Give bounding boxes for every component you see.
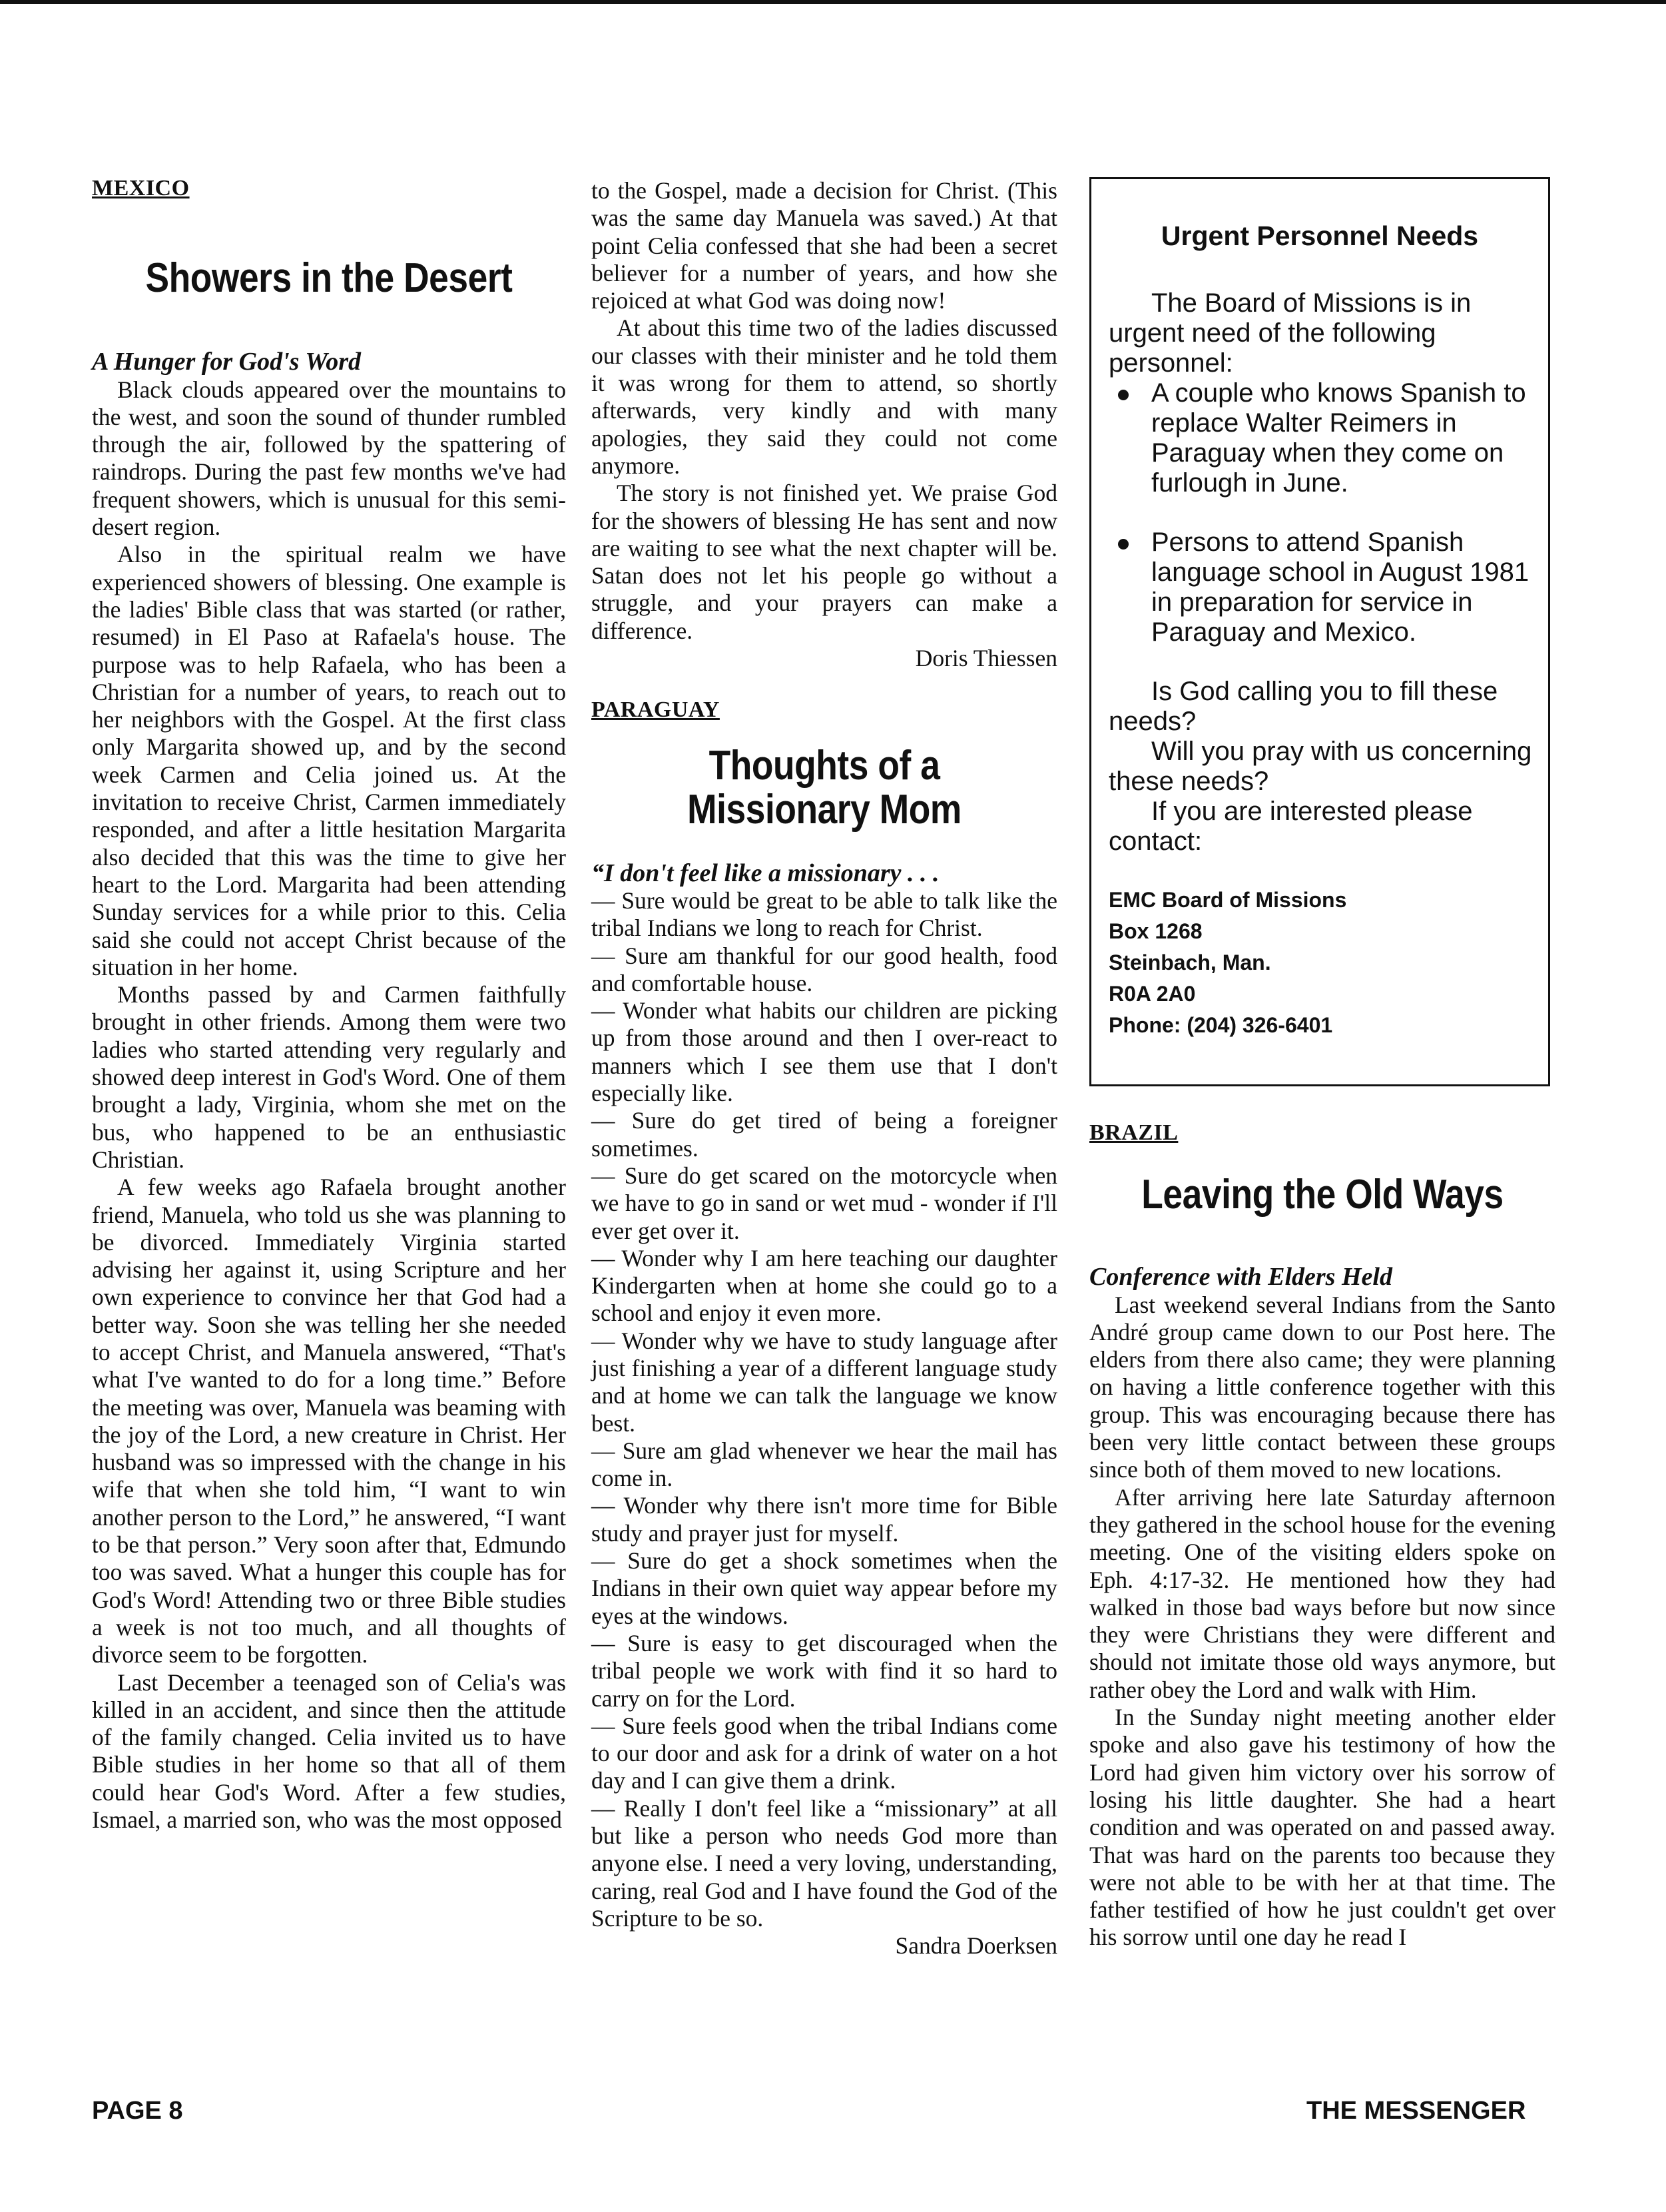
headline-thoughts-of-a-missionary-mom — [624, 744, 1025, 832]
headline-showers-in-the-desert: Showers in the Desert — [145, 255, 513, 302]
article-paragraph: A few weeks ago Rafaela brought another friend, Manuela, who told us she was planning to be divorced. Immediately Virginia started advising her against it, using Scripture and her own experience to convince her that God had a better way. Soon she was telling her she needed to accept Christ, and Manuela answered, “That's what I've wanted to do for a long time.” Before the meeting was over, Manuela was beaming with the joy of the Lord, a new creature in Christ. Her husband was so impressed with the change in his wife that when she told him, “I want to win another person to the Lord,” he answered, “I want to be that person.” Very soon after that, Edmundo too was saved. What a hunger this couple has for God's Word! Attending two or three Bible studies a week is not too much, and all thoughts of divorce seem to be forgotten. — [92, 1174, 566, 1668]
contact-address — [1109, 885, 1533, 1041]
list-item: — Sure would be great to be able to talk like the tribal Indians we long to reach for Christ. — [591, 887, 1057, 942]
contact-phone: Phone: (204) 326-6401 — [1109, 1013, 1333, 1037]
article-paragraph: Black clouds appeared over the mountains to the west, and soon the sound of thunder rumbled through the air, followed by the spattering of raindrops. During the past few months we've had frequent showers, which is unusual for this semi-desert region. — [92, 376, 566, 541]
headline-line-1: Thoughts of a — [708, 742, 940, 789]
list-item: — Sure do get a shock sometimes when the Indians in their own quiet way appear before my eyes at the windows. — [591, 1547, 1057, 1629]
article-paragraph: After arriving here late Saturday afternoon they gathered in the school house for the evening meeting. One of the visiting elders spoke on Eph. 4:17-32. He mentioned how they had walked in those bad ways before but now since they were Christians they were different and should not imitate those old ways anymore, but rather obey the Lord and walk with Him. — [1089, 1483, 1555, 1703]
article-paragraph: At about this time two of the ladies discussed our classes with their minister and he told them it was wrong for them to attend, so shortly afterwards, very kindly and with many apologies, they said they could not come anymore. — [591, 314, 1057, 479]
region-label-paraguay: PARAGUAY — [591, 697, 720, 723]
subhead-dont-feel-like-missionary: “I don't feel like a missionary . . . — [591, 859, 940, 887]
list-item: — Wonder why there isn't more time for Bible study and prayer just for myself. — [591, 1492, 1057, 1547]
list-item: — Sure am thankful for our good health, food and comfortable house. — [591, 942, 1057, 996]
box-title: Urgent Personnel Needs — [1161, 220, 1479, 251]
column-2 — [591, 177, 1057, 1960]
article-paragraph: Last weekend several Indians from the Santo André group came down to our Post here. The elders from there also came; they were planning on having a little conference together with this group. This was encouraging because there has been very little contact between these groups since both of them moved to new locations. — [1089, 1291, 1555, 1483]
contact-city: Steinbach, Man. — [1109, 950, 1271, 974]
region-label-mexico: MEXICO — [92, 176, 190, 200]
headline-line-2: Missionary Mom — [687, 786, 962, 833]
article-paragraph: Also in the spiritual realm we have experienced showers of blessing. One example is the ladies' Bible class that was started (or rather, resumed) in El Paso at Rafaela's house. The purpose was to help Rafaela, who has been a Christian for a number of years, to reach out to her neighbors with the Gospel. At the first class only Margarita showed up, and by the second week Carmen and Celia joined us. At the invitation to receive Christ, Carmen immediately responded, and after a little hesitation Margarita also decided that this was the time to give her heart to the Lord. Margarita had been attending Sunday services for a while prior to this. Celia said she could not accept Christ because of the situation in her home. — [92, 541, 566, 980]
list-item: — Sure am glad whenever we hear the mail has come in. — [591, 1437, 1057, 1492]
article-paragraph: Last December a teenaged son of Celia's was killed in an accident, and since then the attitude of the family changed. Celia invited us to have Bible studies in her home so that all of them could hear God's Word. After a few studies, Ismael, a married son, who was the most opposed — [92, 1668, 566, 1834]
contact-box: Box 1268 — [1109, 919, 1203, 943]
urgent-personnel-needs-box — [1089, 177, 1550, 1086]
column-3 — [1089, 1119, 1555, 1952]
bullet-item — [1109, 528, 1533, 647]
author-signature: Doris Thiessen — [915, 645, 1057, 672]
article-paragraph: The story is not finished yet. We praise God for the showers of blessing He has sent and now are waiting to see what the next chapter will be. Satan does not let his people go without a struggle, and your prayers can make a difference. — [591, 480, 1057, 644]
headline-leaving-the-old-ways: Leaving the Old Ways — [1141, 1172, 1504, 1218]
bullet-text: A couple who knows Spanish to replace Walter Reimers in Paraguay when they come on furlough in June. — [1151, 378, 1526, 498]
subhead-hunger-for-gods-word: A Hunger for God's Word — [92, 348, 362, 376]
list-item: — Really I don't feel like a “missionary” at all but like a person who needs God more than anyone else. I need a very loving, understanding, caring, real God and I have found the God of the Scripture to be so. — [591, 1794, 1057, 1932]
article-paragraph: In the Sunday night meeting another elder spoke and also gave his testimony of how the Lord had given him victory over his sorrow of losing his little daughter. She had a heart condition and was operated on and passed away. That was hard on the parents too because they were not able to be with her at that time. The father testified of how he just couldn't get over his sorrow until one day he read I — [1089, 1704, 1555, 1951]
subhead-conference-with-elders: Conference with Elders Held — [1089, 1263, 1392, 1291]
list-item: — Wonder why we have to study language after just finishing a year of a different language study and at home we can talk the language we know best. — [591, 1327, 1057, 1437]
box-question: Is God calling you to fill these needs? — [1109, 677, 1498, 736]
page-number: PAGE 8 — [92, 2097, 183, 2125]
bullet-text: Persons to attend Spanish language school in August 1981 in preparation for service in Paraguay and Mexico. — [1151, 528, 1529, 647]
bullet-icon — [1118, 539, 1129, 550]
contact-postal: R0A 2A0 — [1109, 982, 1196, 1006]
column-1 — [92, 175, 566, 1834]
top-rule — [0, 0, 1666, 4]
list-item: — Sure do get tired of being a foreigner sometimes. — [591, 1107, 1057, 1162]
bullet-icon — [1118, 390, 1129, 400]
list-item: — Wonder what habits our children are picking up from those around and then I over-react to manners which I see them use that I don't especially like. — [591, 997, 1057, 1107]
author-signature: Sandra Doerksen — [895, 1932, 1057, 1960]
list-item: — Wonder why I am here teaching our daughter Kindergarten when at home she could go to a school and enjoy it even more. — [591, 1244, 1057, 1327]
article-paragraph-continued: to the Gospel, made a decision for Christ. (This was the same day Manuela was saved.) At that point Celia confessed that she had been a secret believer for a number of years, and how she rejoiced at what God was doing now! — [591, 177, 1057, 314]
list-item: — Sure feels good when the tribal Indians come to our door and ask for a drink of water on a hot day and I can give them a drink. — [591, 1712, 1057, 1794]
box-question: Will you pray with us concerning these needs? — [1109, 737, 1532, 796]
box-question: If you are interested please contact: — [1109, 797, 1473, 856]
publication-name: THE MESSENGER — [1306, 2097, 1526, 2125]
contact-org: EMC Board of Missions — [1109, 888, 1347, 912]
box-intro: The Board of Missions is in urgent need of the following personnel: — [1109, 288, 1472, 378]
box-body — [1109, 288, 1533, 1041]
article-paragraph: Months passed by and Carmen faithfully brought in other friends. Among them were two ladies who started attending very regularly and showed deep interest in God's Word. One of them brought a lady, Virginia, whom she met on the bus, who happened to be an enthusiastic Christian. — [92, 981, 566, 1173]
region-label-brazil: BRAZIL — [1089, 1120, 1179, 1145]
list-item: — Sure do get scared on the motorcycle when we have to go in sand or wet mud - wonder if I'll ever get over it. — [591, 1162, 1057, 1244]
list-item: — Sure is easy to get discouraged when the tribal people we work with find it so hard to carry on for the Lord. — [591, 1629, 1057, 1712]
bullet-item — [1109, 378, 1533, 498]
